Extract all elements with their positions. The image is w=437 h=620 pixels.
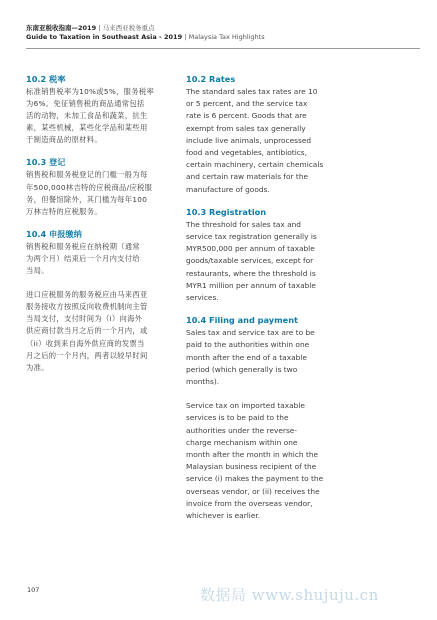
text-line: paid to the authorities within one [186, 340, 310, 350]
header-title-en: Guide to Taxation in Southeast Asia - 2019 [26, 33, 183, 41]
text-line: manufacture of goods. [186, 184, 270, 194]
text-line: The threshold for sales tax and [186, 219, 301, 229]
section-body-filing-en-p1 [186, 327, 336, 388]
section-heading-filing-en: 10.4 Filing and payment [186, 315, 298, 326]
text-line: 当局。 [26, 266, 49, 276]
text-line: rate is 6 percent. Goods that are [186, 111, 307, 121]
text-line: The standard sales tax rates are 10 [186, 87, 318, 96]
text-line: overseas vendor, or (ii) receives the [186, 486, 320, 496]
text-line: 为两个月）结束后一个月内支付给 [26, 253, 140, 263]
text-line: 年500,000林吉特的应税商品/应税服 [26, 182, 153, 192]
text-line: authorities under the reverse- [186, 425, 298, 435]
watermark: 数据局 www.shujuju.cn [200, 586, 379, 604]
header-title-cn: 东南亚税收指南 [26, 24, 72, 32]
header-subtitle-cn: | 马来西亚税务重点 [98, 24, 155, 32]
header-title-en-line [26, 33, 416, 42]
section-body-rates-cn [26, 86, 176, 146]
text-line: food and vegetables, antibiotics, [186, 148, 308, 158]
text-line: certain machinery, certain chemicals [186, 160, 324, 170]
header-subtitle-en: | Malaysia Tax Highlights [184, 33, 265, 41]
page-number: 107 [27, 586, 40, 594]
section-heading-rates-en: 10.2 Rates [186, 74, 236, 84]
text-line: and certain raw materials for the [186, 172, 309, 182]
text-line: 为6%。免征销售税的商品通常包括 [26, 99, 145, 109]
text-line: 为准。 [26, 362, 49, 372]
text-line: 销售税和服务税登记的门槛一般为每 [26, 170, 148, 180]
section-body-registration-en [186, 219, 336, 304]
text-line: 月之后的一个月内，两者以较早时间 [26, 350, 148, 360]
section-heading-registration-cn: 10.3 登记 [26, 157, 66, 168]
text-line: restaurants, where the threshold is [186, 268, 316, 278]
text-line: 素，某些机械，某些化学品和某些用 [26, 123, 148, 133]
text-line: include live animals, unprocessed [186, 135, 312, 145]
text-line: MYR500,000 per annum of taxable [186, 244, 315, 254]
text-line: goods/taxable services, except for [186, 256, 314, 266]
text-line: month after the end of a taxable [186, 352, 307, 362]
section-body-rates-en [186, 86, 336, 196]
section-body-registration-cn [26, 169, 176, 217]
text-line: services is to be paid to the [186, 413, 289, 423]
text-line: or 5 percent, and the service tax [186, 99, 308, 109]
text-line: 销售税和服务税应在纳税期（通常 [26, 241, 140, 251]
text-line: （ii）收到来自海外供应商的发票当 [26, 338, 145, 348]
text-line: months). [186, 377, 220, 387]
english-column [186, 74, 336, 522]
section-heading-rates-cn: 10.2 税率 [26, 74, 66, 84]
text-line: charge mechanism within one [186, 437, 298, 447]
header-title-year: —2019 [71, 24, 97, 32]
text-line: 当局支付，支付时间为（i）向海外 [26, 314, 143, 324]
text-line: services. [186, 293, 219, 303]
text-line: 活的动物，未加工食品和蔬菜，抗生 [26, 111, 148, 121]
text-line: 进口应税服务的服务税应由马来西亚 [26, 290, 148, 300]
text-line: 万林吉特的应税服务。 [26, 206, 102, 216]
section-body-filing-en-p2 [186, 400, 336, 522]
section-heading-filing-cn: 10.4 申报缴纳 [26, 228, 82, 239]
text-line: exempt from sales tax generally [186, 123, 306, 133]
chinese-column [26, 74, 176, 374]
text-line: 务，但餐馆除外，其门槛为每年100 [26, 194, 148, 204]
page-header [26, 24, 416, 42]
header-divider [26, 48, 420, 49]
text-line: 服务接收方按照反向收费机制向主管 [26, 302, 148, 312]
text-line: 供应商付款当月之后的一个月内，或 [26, 326, 148, 336]
text-line: Sales tax and service tax are to be [186, 328, 315, 338]
text-line: period (which generally is two [186, 364, 298, 374]
text-line: invoice from the overseas vendor, [186, 498, 313, 508]
text-line: 于制造商品的原材料。 [26, 135, 102, 145]
text-line: Malaysian business recipient of the [186, 462, 317, 472]
header-title-cn-line [26, 24, 416, 33]
text-line: MYR1 million per annum of taxable [186, 280, 316, 290]
text-line: month after the month in which the [186, 450, 319, 460]
text-line: 标准销售税率为10%或5%，服务税率 [26, 87, 155, 96]
text-line: whichever is earlier. [186, 511, 261, 521]
text-line: service (i) makes the payment to the [186, 474, 324, 484]
text-line: service tax registration generally is [186, 232, 317, 242]
section-body-filing-cn-p1 [26, 241, 176, 277]
section-body-filing-cn-p2 [26, 289, 176, 374]
section-heading-registration-en: 10.3 Registration [186, 206, 267, 217]
text-line: Service tax on imported taxable [186, 401, 305, 411]
